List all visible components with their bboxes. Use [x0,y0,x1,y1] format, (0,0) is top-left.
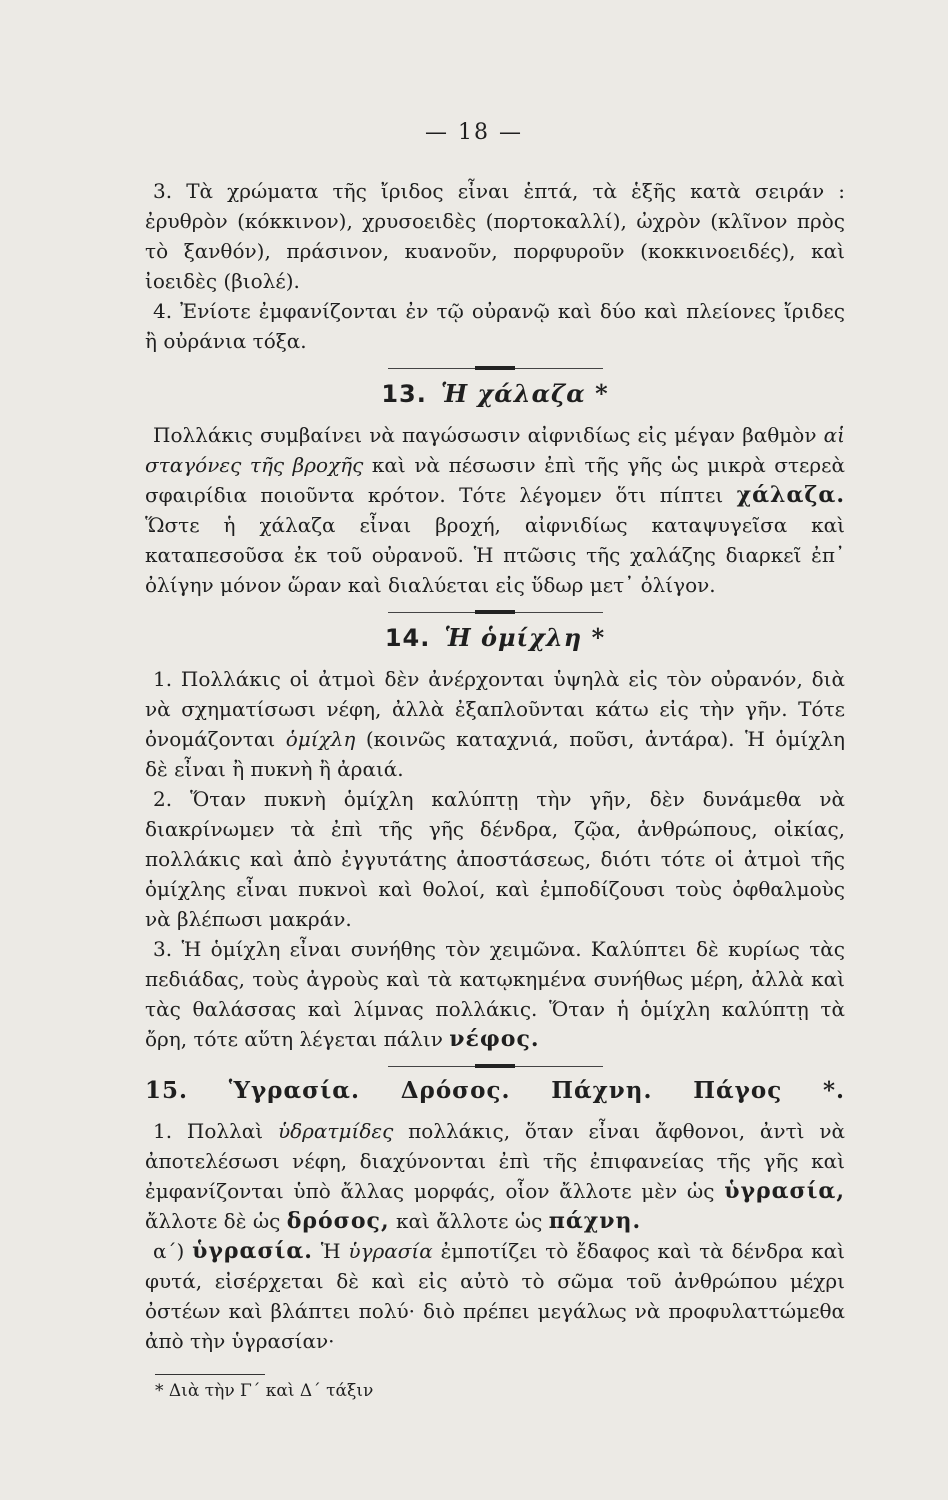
text-span: 1. Πολλάκις οἱ ἀτμοὶ δὲν ἀνέρχονται ὑψηλὰ εἰς τὸν οὐρανόν, διὰ νὰ σχηματίσωσι νέφη, ἀλλὰ ἐξαπλοῦνται κάτω εἰς τὴν γῆν. Τότε ὀνομάζονται [145,667,845,751]
section-divider [388,1066,603,1067]
text-span: 3. Ἡ ὁμίχλη εἶναι συνήθης τὸν χειμῶνα. Καλύπτει δὲ κυρίως τὰς πεδιάδας, τοὺς ἀγροὺς καὶ τὰ κατῳκημένα συνήθως μέρη, ἀλλὰ καὶ τὰς θαλάσσας καὶ λίμνας πολλάκις. Ὅταν ἡ ὁμίχλη καλύπτῃ τὰ ὄρη, τότε αὕτη λέγεται πάλιν [145,937,845,1051]
text-span: (κοινῶς καταχνιά, ποῦσι, ἀντάρα). Ἡ ὁμίχλη δὲ εἶναι ἢ πυκνὴ ἢ ἀραιά. [145,727,845,781]
section-title: Ἡ χάλαζα * [440,379,609,408]
text-span: Πολλάκις συμβαίνει νὰ παγώσωσιν αἰφνιδίως εἰς μέγαν βαθμὸν [153,423,817,447]
section-divider [388,612,603,613]
bold-term: ὑγρασία. [192,1238,313,1264]
text-span: ἄλλοτε δὲ ὡς [145,1209,287,1233]
section-heading-hail [145,379,845,408]
text-span: Ἡ [312,1239,349,1263]
bold-term: δρόσος, [286,1208,390,1234]
text-span: καὶ νὰ πέσωσιν ἐπὶ τῆς γῆς ὡς μικρὰ στερεὰ σφαιρίδια ποιοῦντα κρότον. Τότε λέγομεν ὅτι πίπτει [145,453,845,507]
text-span: καὶ ἄλλοτε ὡς [389,1209,549,1233]
paragraph-humidity-a [145,1236,845,1356]
paragraph-colors-of-rainbow: 3. Τὰ χρώματα τῆς ἴριδος εἶναι ἑπτά, τὰ ἑξῆς κατὰ σειράν : ἐρυθρὸν (κόκκινον), χρυσοειδὲς (πορτοκαλλί), ὠχρὸν (κλῖνον πρὸς τὸ ξανθόν), πράσινον, κυανοῦν, πορφυροῦν (κοκκινοειδές), καὶ ἰοειδὲς (βιολέ). [145,179,845,293]
text-span: 1. Πολλαὶ [153,1119,278,1143]
bold-term: ὑγρασία, [724,1178,845,1204]
paragraph-hail [145,420,845,600]
paragraph-humidity-1 [145,1116,845,1236]
emphasis-text: ὑδρατμίδες [277,1119,394,1143]
text-span: ἐμποτίζει τὸ ἔδαφος καὶ τὰ δένδρα καὶ φυτά, εἰσέρχεται δὲ καὶ εἰς αὐτὸ τὸ σῶμα τοῦ ἀνθρώπου μέχρι ὀστέων καὶ βλάπτει πολύ· διὸ πρέπει μεγάλως νὰ προφυλαττώμεθα ἀπὸ τὴν ὑγρασίαν· [145,1239,846,1353]
section-heading-humidity: 15. Ὑγρασία. Δρόσος. Πάχνη. Πάγος *. [145,1077,845,1104]
section-heading-fog [145,623,845,652]
section-title: Ἡ ὁμίχλη * [444,623,606,652]
section-divider [388,368,603,369]
paragraph-fog-1 [145,664,845,784]
paragraph-multiple-rainbows: 4. Ἐνίοτε ἐμφανίζονται ἐν τῷ οὐρανῷ καὶ δύο καὶ πλείονες ἴριδες ἢ οὐράνια τόξα. [145,299,845,353]
section-number: 13. [381,380,427,408]
paragraph-fog-3 [145,934,845,1054]
text-span: Ὥστε ἡ χάλαζα εἶναι βροχή, αἰφνιδίως καταψυγεῖσα καὶ καταπεσοῦσα ἐκ τοῦ οὐρανοῦ. Ἡ πτῶσις τῆς χαλάζης διαρκεῖ ἐπ᾿ ὀλίγην μόνον ὥραν καὶ διαλύεται εἰς ὕδωρ μετ᾿ ὀλίγον. [145,513,845,597]
page-content [145,176,845,1401]
emphasis-text: ὁμίχλη [285,727,356,751]
bold-term: πάχνη. [548,1208,642,1234]
text-span: πολλάκις, ὅταν εἶναι ἄφθονοι, ἀντὶ νὰ ἀποτελέσωσι νέφη, διαχύνονται ἐπὶ τῆς ἐπιφανείας τῆς γῆς καὶ ἐμφανίζονται ὑπὸ ἄλλας μορφάς, οἷον ἄλλοτε μὲν ὡς [145,1119,845,1203]
footnote: * Διὰ τὴν Γ΄ καὶ Δ΄ τάξιν [155,1381,374,1401]
bold-term: χάλαζα. [736,482,845,508]
emphasis-text: αἱ σταγόνες τῆς βροχῆς [145,423,845,477]
emphasis-text: ὑγρασία [348,1239,433,1263]
footnote-rule [155,1374,265,1375]
text-span: α΄) [153,1239,193,1263]
section-number: 14. [384,624,431,652]
bold-term: νέφος. [449,1026,540,1052]
page-number: — 18 — [425,120,523,145]
paragraph-fog-2: 2. Ὅταν πυκνὴ ὁμίχλη καλύπτῃ τὴν γῆν, δὲν δυνάμεθα νὰ διακρίνωμεν τὰ ἐπὶ τῆς γῆς δένδρα, ζῷα, ἀνθρώπους, οἰκίας, πολλάκις καὶ ἀπὸ ἐγγυτάτης ἀποστάσεως, διότι τότε οἱ ἀτμοὶ τῆς ὁμίχλης εἶναι πυκνοὶ καὶ θολοί, καὶ ἐμποδίζουσι τοὺς ὀφθαλμοὺς νὰ βλέπωσι μακράν. [145,787,845,931]
